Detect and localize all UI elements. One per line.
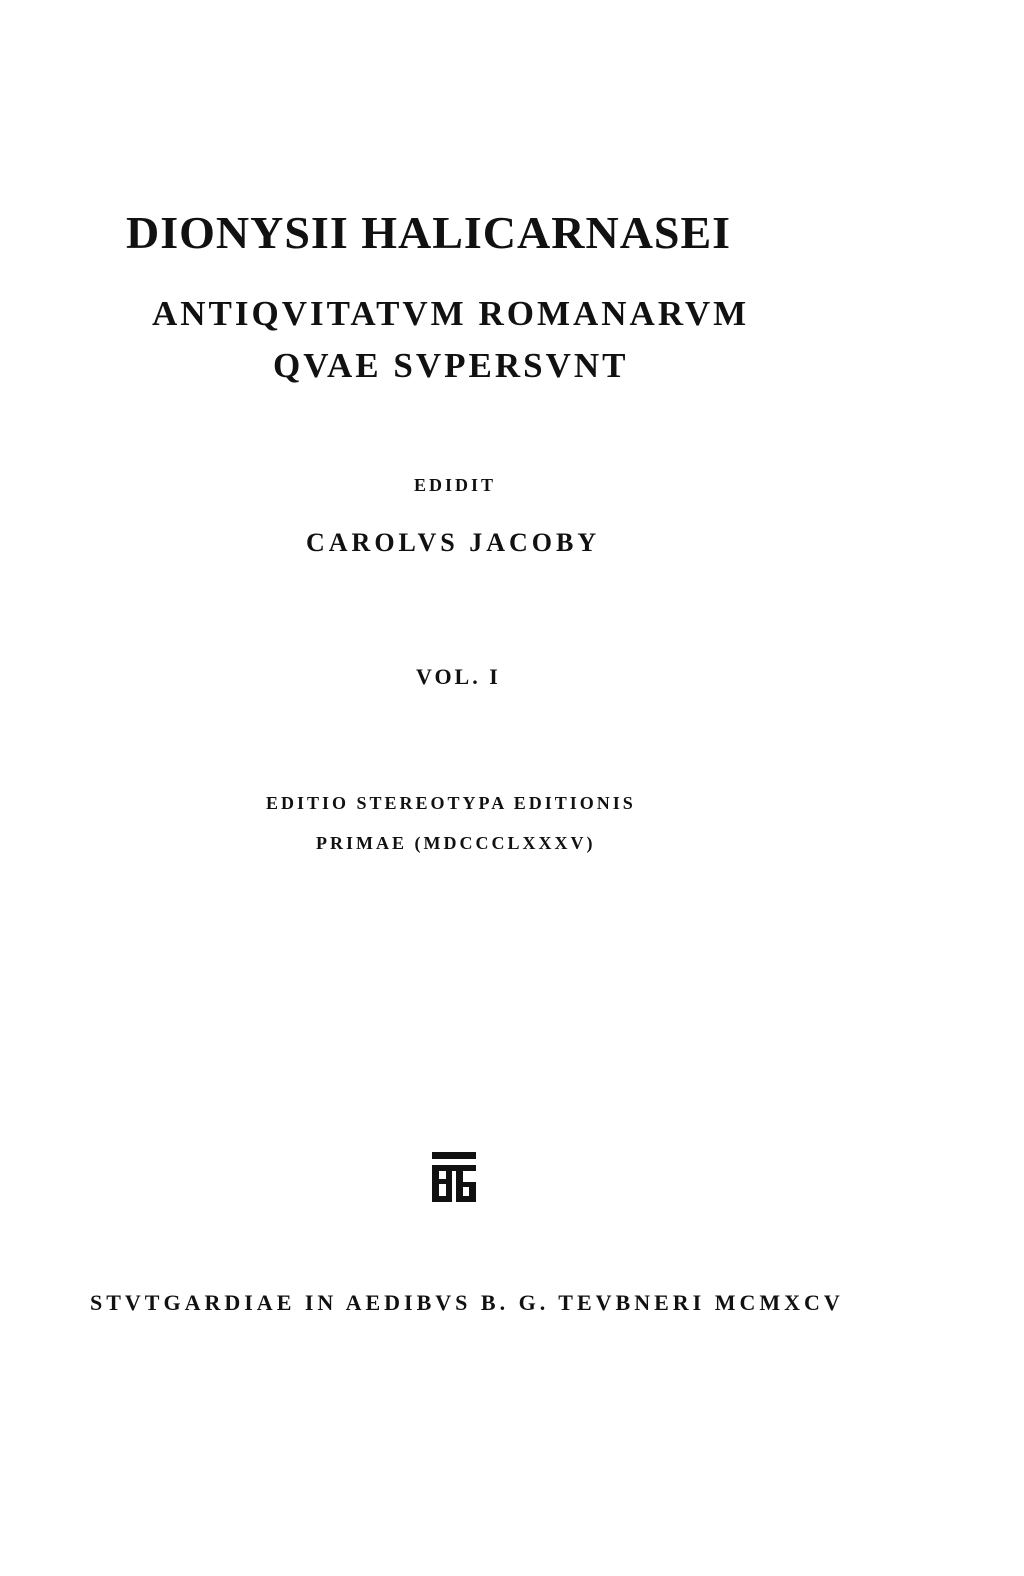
edition-line-1: EDITIO STEREOTYPA EDITIONIS — [266, 793, 636, 813]
work-title-line-2: QVAE SVPERSVNT — [273, 346, 629, 385]
work-title-line-1: ANTIQVITATVM ROMANARVM — [152, 294, 750, 333]
publisher-imprint: STVTGARDIAE IN AEDIBVS B. G. TEVBNERI MCMXCV — [90, 1290, 844, 1315]
editor-name: CAROLVS JACOBY — [306, 528, 601, 557]
author-name: DIONYSII HALICARNASEI — [126, 207, 732, 258]
edidit-label: EDIDIT — [414, 475, 497, 495]
teubner-monogram-icon — [430, 1152, 478, 1202]
edition-line-2: PRIMAE (MDCCCLXXXV) — [316, 833, 596, 853]
volume-number: VOL. I — [416, 664, 501, 689]
